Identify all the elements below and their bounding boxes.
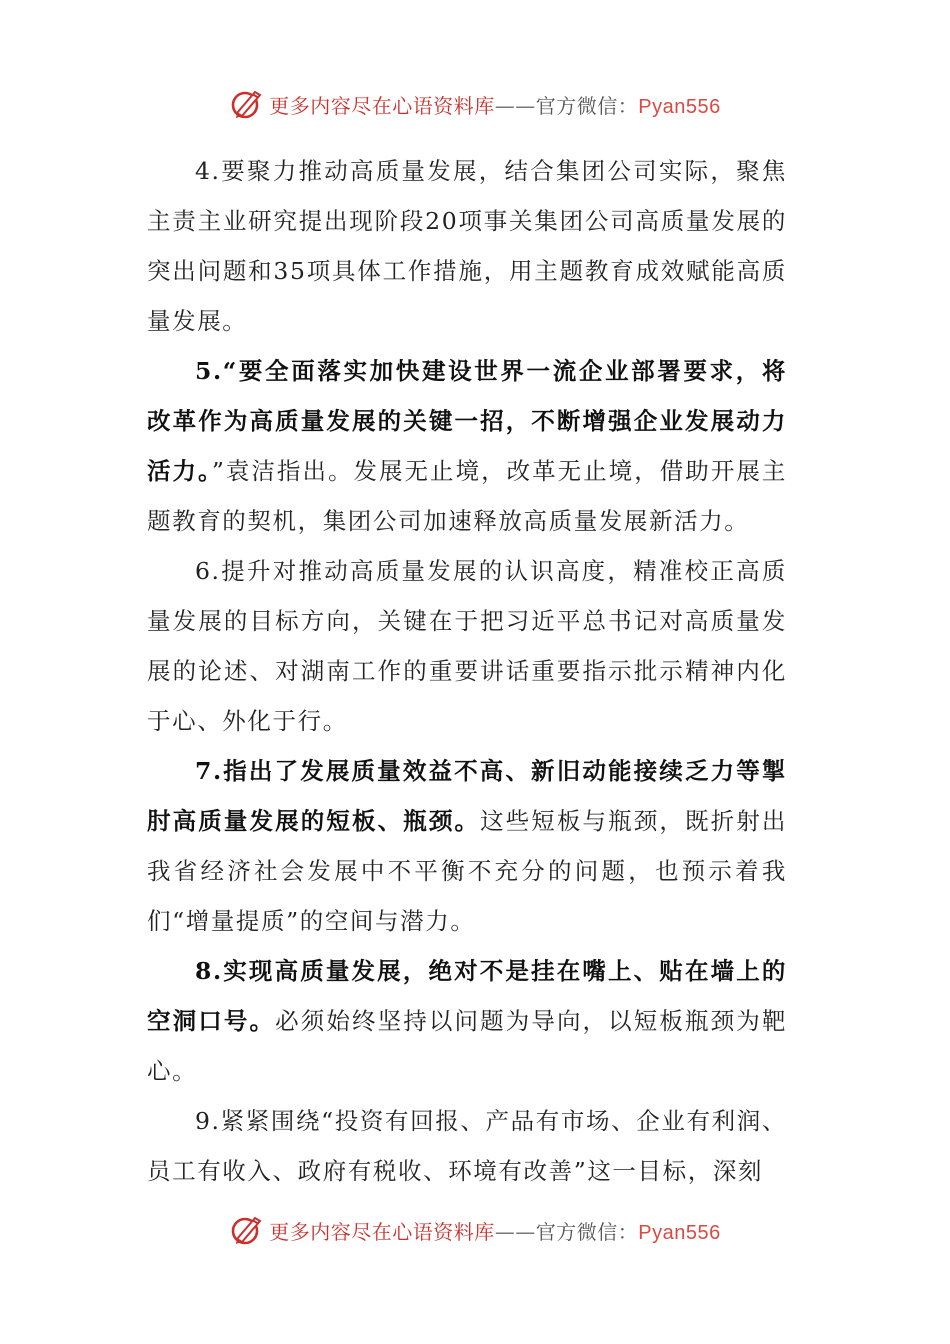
banner-wechat-id: Pyan556 [638, 95, 721, 118]
paragraph-8-text: 必须始终坚持以问题为导向，以短板瓶颈为靶心。 [147, 1007, 788, 1085]
paragraph-9-text: 9.紧紧围绕“投资有回报、产品有市场、企业有利润、员工有收入、政府有税收、环境有改善”这一目标，深刻 [147, 1107, 787, 1185]
banner-text [269, 1216, 720, 1245]
banner-site-name: 更多内容尽在心语资料库 [269, 1219, 495, 1244]
pen-logo-icon [229, 1212, 265, 1248]
banner-site-name: 更多内容尽在心语资料库 [269, 93, 495, 118]
pen-logo-icon [229, 86, 265, 122]
banner-wechat-label: 官方微信： [535, 93, 639, 118]
footer-watermark-banner [0, 1208, 950, 1252]
paragraph-4 [147, 146, 787, 346]
paragraph-5-bold: 5.“要全面落实加快建设世界一流企业部署要求，将改革作为高质量发展的关键一招，不断增强企业发展动力活力。 [147, 357, 787, 485]
paragraph-6 [147, 546, 787, 746]
banner-wechat-label: 官方微信： [535, 1219, 639, 1244]
banner-wechat-id: Pyan556 [638, 1221, 721, 1244]
paragraph-5-text: ”袁洁指出。发展无止境，改革无止境，借助开展主题教育的契机，集团公司加速释放高质量发展新活力。 [147, 457, 787, 535]
header-watermark-banner [0, 82, 950, 126]
paragraph-8 [147, 946, 787, 1096]
paragraph-6-text: 6.提升对推动高质量发展的认识高度，精准校正高质量发展的目标方向，关键在于把习近平总书记对高质量发展的论述、对湖南工作的重要讲话重要指示批示精神内化于心、外化于行。 [147, 557, 787, 735]
paragraph-8-bold: 8.实现高质量发展，绝对不是挂在嘴上、贴在墙上的空洞口号。 [147, 957, 787, 1035]
paragraph-7-text: 这些短板与瓶颈，既折射出我省经济社会发展中不平衡不充分的问题，也预示着我们“增量提质”的空间与潜力。 [147, 807, 787, 935]
paragraph-7-bold: 7.指出了发展质量效益不高、新旧动能接续乏力等掣肘高质量发展的短板、瓶颈。 [147, 757, 787, 835]
banner-separator: —— [494, 93, 536, 118]
banner-separator: —— [494, 1219, 536, 1244]
banner-text [269, 90, 720, 119]
document-body [147, 146, 787, 1196]
paragraph-7 [147, 746, 787, 946]
paragraph-4-text: 4.要聚力推动高质量发展，结合集团公司实际，聚焦主责主业研究提出现阶段20项事关集团公司高质量发展的突出问题和35项具体工作措施，用主题教育成效赋能高质量发展。 [147, 157, 787, 335]
paragraph-9 [147, 1096, 787, 1196]
paragraph-5 [147, 346, 787, 546]
